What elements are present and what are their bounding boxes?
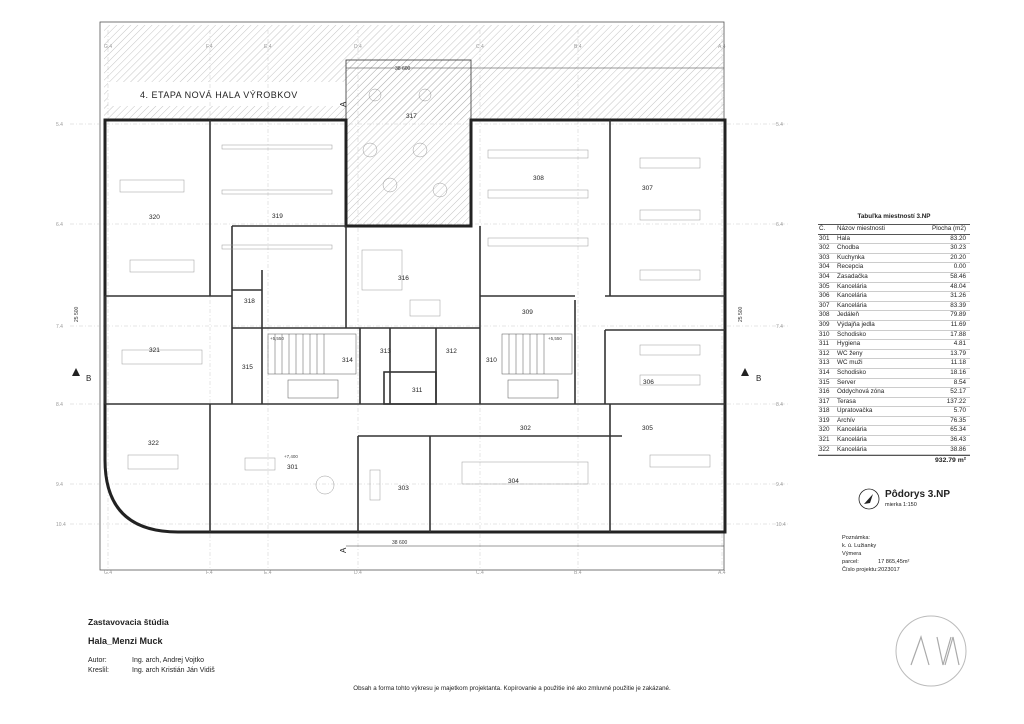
svg-text:309: 309 xyxy=(522,309,533,316)
room-area: 18.16 xyxy=(950,368,966,376)
room-area: 36.43 xyxy=(950,436,966,444)
room-table-row xyxy=(818,350,970,360)
svg-text:9.4: 9.4 xyxy=(56,482,63,488)
svg-text:303: 303 xyxy=(398,485,409,492)
svg-text:308: 308 xyxy=(533,175,544,182)
svg-text:G.4: G.4 xyxy=(104,570,113,576)
project-number-value: 2023017 xyxy=(878,567,900,573)
room-area: 31.26 xyxy=(950,292,966,300)
project-name: Hala_Menzi Muck xyxy=(88,636,163,646)
notes-cadastre: k. ú. Lužianky xyxy=(842,543,877,549)
svg-text:302: 302 xyxy=(520,425,531,432)
parcel-value: 17 865,45m² xyxy=(878,559,910,565)
room-area: 11.69 xyxy=(950,320,966,328)
room-area: 30.23 xyxy=(950,244,966,252)
room-area: 11.18 xyxy=(950,359,966,367)
room-table-title: Tabuľka miestností 3.NP xyxy=(818,213,970,225)
svg-text:306: 306 xyxy=(643,379,654,386)
room-name: Schodisko xyxy=(837,330,867,338)
banner-text: 4. ETAPA NOVÁ HALA VÝROBKOV xyxy=(140,90,298,100)
room-table-row xyxy=(818,426,970,436)
north-arrow-icon xyxy=(858,488,880,510)
room-name: Kancelária xyxy=(837,301,867,309)
room-table-row xyxy=(818,446,970,456)
svg-text:5.4: 5.4 xyxy=(56,122,63,128)
room-table-row xyxy=(818,340,970,350)
svg-text:8.4: 8.4 xyxy=(776,402,783,408)
room-name: Kancelária xyxy=(837,282,867,290)
level-marks xyxy=(270,336,562,459)
footer-disclaimer: Obsah a forma tohto výkresu je majetkom projektanta. Kopírovanie a použitie iné ako zmluvné použitie je zakázané. xyxy=(353,685,671,692)
svg-text:G.4: G.4 xyxy=(104,44,113,50)
room-table-row xyxy=(818,235,970,245)
drawn-label: Kreslil: xyxy=(88,667,110,674)
drawn-value: Ing. arch Kristián Ján Vidiš xyxy=(132,667,215,674)
room-table-row xyxy=(818,302,970,312)
room-number: 311 xyxy=(819,340,830,348)
room-name: Kuchynka xyxy=(837,253,865,261)
room-number: 322 xyxy=(819,445,830,453)
room-number: 306 xyxy=(819,292,830,300)
svg-text:315: 315 xyxy=(242,364,253,371)
dim-right: 25 500 xyxy=(738,306,744,322)
svg-text:C.4: C.4 xyxy=(476,44,484,50)
room-number: 310 xyxy=(819,330,830,338)
svg-text:F.4: F.4 xyxy=(206,570,213,576)
svg-text:317: 317 xyxy=(406,113,417,120)
svg-text:A.4: A.4 xyxy=(718,44,726,50)
svg-text:304: 304 xyxy=(508,478,519,485)
room-name: Kancelária xyxy=(837,426,867,434)
svg-text:B.4: B.4 xyxy=(574,44,582,50)
room-number: 313 xyxy=(819,359,830,367)
author-label: Autor: xyxy=(88,657,107,664)
svg-text:7.4: 7.4 xyxy=(776,324,783,330)
room-number: 314 xyxy=(819,368,830,376)
room-table-row xyxy=(818,379,970,389)
room-name: Kancelária xyxy=(837,445,867,453)
room-area: 58.46 xyxy=(950,272,966,280)
room-number: 319 xyxy=(819,416,830,424)
room-name: Jedáleň xyxy=(837,311,860,319)
room-number: 303 xyxy=(819,253,830,261)
room-number: 304 xyxy=(819,263,830,271)
svg-text:C.4: C.4 xyxy=(476,570,484,576)
svg-text:5.4: 5.4 xyxy=(776,122,783,128)
studio-label: Zastavovacia štúdia xyxy=(88,617,169,627)
room-table-row xyxy=(818,331,970,341)
room-number: 309 xyxy=(819,320,830,328)
svg-text:322: 322 xyxy=(148,440,159,447)
room-table-row xyxy=(818,436,970,446)
author-value: Ing. arch, Andrej Vojtko xyxy=(132,657,204,664)
room-number: 304 xyxy=(819,272,830,280)
room-table-row xyxy=(818,407,970,417)
room-name: WC ženy xyxy=(837,349,863,357)
room-name: Schodisko xyxy=(837,368,867,376)
svg-text:F.4: F.4 xyxy=(206,44,213,50)
svg-text:314: 314 xyxy=(342,357,353,364)
notes xyxy=(842,534,909,574)
room-table-total: 932.79 m² xyxy=(818,455,970,466)
room-name: Oddychová zóna xyxy=(837,388,885,396)
room-name: Recepcia xyxy=(837,263,864,271)
credits xyxy=(88,656,215,676)
room-table-row xyxy=(818,417,970,427)
svg-text:E.4: E.4 xyxy=(264,570,272,576)
room-number: 320 xyxy=(819,426,830,434)
room-table-row xyxy=(818,292,970,302)
dim-top: 38 600 xyxy=(395,66,411,72)
svg-text:6.4: 6.4 xyxy=(56,222,63,228)
room-number: 301 xyxy=(819,234,830,242)
svg-text:D.4: D.4 xyxy=(354,570,362,576)
plan-title: Pôdorys 3.NP xyxy=(885,489,951,500)
room-area: 83.39 xyxy=(950,301,966,309)
room-area: 65.34 xyxy=(950,426,966,434)
dim-left: 25 500 xyxy=(74,306,80,322)
room-number: 321 xyxy=(819,436,830,444)
room-area: 83.20 xyxy=(950,234,966,242)
room-number: 315 xyxy=(819,378,830,386)
room-table-row xyxy=(818,283,970,293)
room-table-row xyxy=(818,369,970,379)
room-area: 137.22 xyxy=(946,397,966,405)
room-name: Zasadačka xyxy=(837,272,868,280)
room-area: 0.00 xyxy=(953,263,966,271)
room-number: 316 xyxy=(819,388,830,396)
room-table xyxy=(818,213,970,466)
room-name: Terasa xyxy=(837,397,856,405)
svg-text:B.4: B.4 xyxy=(574,570,582,576)
room-number: 308 xyxy=(819,311,830,319)
svg-text:A.4: A.4 xyxy=(718,570,726,576)
svg-text:301: 301 xyxy=(287,464,298,471)
room-name: Upratovačka xyxy=(837,407,873,415)
svg-text:307: 307 xyxy=(642,185,653,192)
room-area: 5.70 xyxy=(953,407,966,415)
svg-text:8.4: 8.4 xyxy=(56,402,63,408)
svg-text:10.4: 10.4 xyxy=(776,522,786,528)
svg-text:7.4: 7.4 xyxy=(56,324,63,330)
svg-text:E.4: E.4 xyxy=(264,44,272,50)
svg-text:312: 312 xyxy=(446,348,457,355)
room-area: 76.35 xyxy=(950,416,966,424)
svg-text:320: 320 xyxy=(149,214,160,221)
room-name: Výdajňa jedla xyxy=(837,320,875,328)
room-area: 8.54 xyxy=(953,378,966,386)
room-area: 52.17 xyxy=(950,388,966,396)
room-area: 79.89 xyxy=(950,311,966,319)
svg-text:+5,550: +5,550 xyxy=(270,336,284,341)
room-name: Hala xyxy=(837,234,850,242)
terrace-317 xyxy=(346,60,471,226)
project-number-label: Číslo projektu: xyxy=(842,567,878,573)
svg-text:319: 319 xyxy=(272,213,283,220)
room-number: 305 xyxy=(819,282,830,290)
svg-text:+7,400: +7,400 xyxy=(284,454,298,459)
room-table-header xyxy=(818,225,970,235)
room-name: Archív xyxy=(837,416,855,424)
svg-text:311: 311 xyxy=(412,387,423,394)
room-table-row xyxy=(818,263,970,273)
room-table-row xyxy=(818,388,970,398)
svg-text:318: 318 xyxy=(244,298,255,305)
room-name: Hygiena xyxy=(837,340,861,348)
room-table-row xyxy=(818,273,970,283)
svg-text:321: 321 xyxy=(149,347,160,354)
room-number: 318 xyxy=(819,407,830,415)
header-number: Č. xyxy=(819,225,826,232)
svg-text:B: B xyxy=(86,374,92,383)
svg-text:+5,550: +5,550 xyxy=(548,336,562,341)
room-name: Chodba xyxy=(837,244,860,252)
svg-text:310: 310 xyxy=(486,357,497,364)
header-name: Názov miestnosti xyxy=(837,225,885,232)
room-name: Kancelária xyxy=(837,292,867,300)
svg-text:305: 305 xyxy=(642,425,653,432)
svg-text:B: B xyxy=(756,374,762,383)
parcel-label: Výmera parcel: xyxy=(842,551,862,565)
room-table-row xyxy=(818,398,970,408)
svg-text:6.4: 6.4 xyxy=(776,222,783,228)
room-table-row xyxy=(818,254,970,264)
svg-text:A: A xyxy=(339,547,348,553)
room-table-row xyxy=(818,359,970,369)
room-table-row xyxy=(818,321,970,331)
room-name: WC muži xyxy=(837,359,863,367)
room-area: 4.81 xyxy=(953,340,966,348)
svg-text:10.4: 10.4 xyxy=(56,522,66,528)
room-area: 20.20 xyxy=(950,253,966,261)
svg-text:316: 316 xyxy=(398,275,409,282)
svg-text:313: 313 xyxy=(380,348,391,355)
svg-text:D.4: D.4 xyxy=(354,44,362,50)
room-number: 312 xyxy=(819,349,830,357)
room-table-row xyxy=(818,244,970,254)
room-name: Kancelária xyxy=(837,436,867,444)
room-number: 302 xyxy=(819,244,830,252)
svg-text:A: A xyxy=(339,101,348,107)
svg-text:9.4: 9.4 xyxy=(776,482,783,488)
room-number: 307 xyxy=(819,301,830,309)
header-area: Plocha (m2) xyxy=(932,225,966,232)
plan-scale: mierka 1:150 xyxy=(885,502,917,508)
dim-bottom: 38 600 xyxy=(392,540,408,546)
room-area: 48.04 xyxy=(950,282,966,290)
room-table-row xyxy=(818,311,970,321)
room-area: 13.79 xyxy=(950,349,966,357)
room-area: 17.88 xyxy=(950,330,966,338)
room-area: 38.86 xyxy=(950,445,966,453)
room-number: 317 xyxy=(819,397,830,405)
ava-logo-icon xyxy=(893,613,969,689)
room-name: Server xyxy=(837,378,856,386)
notes-heading: Poznámka: xyxy=(842,535,870,541)
